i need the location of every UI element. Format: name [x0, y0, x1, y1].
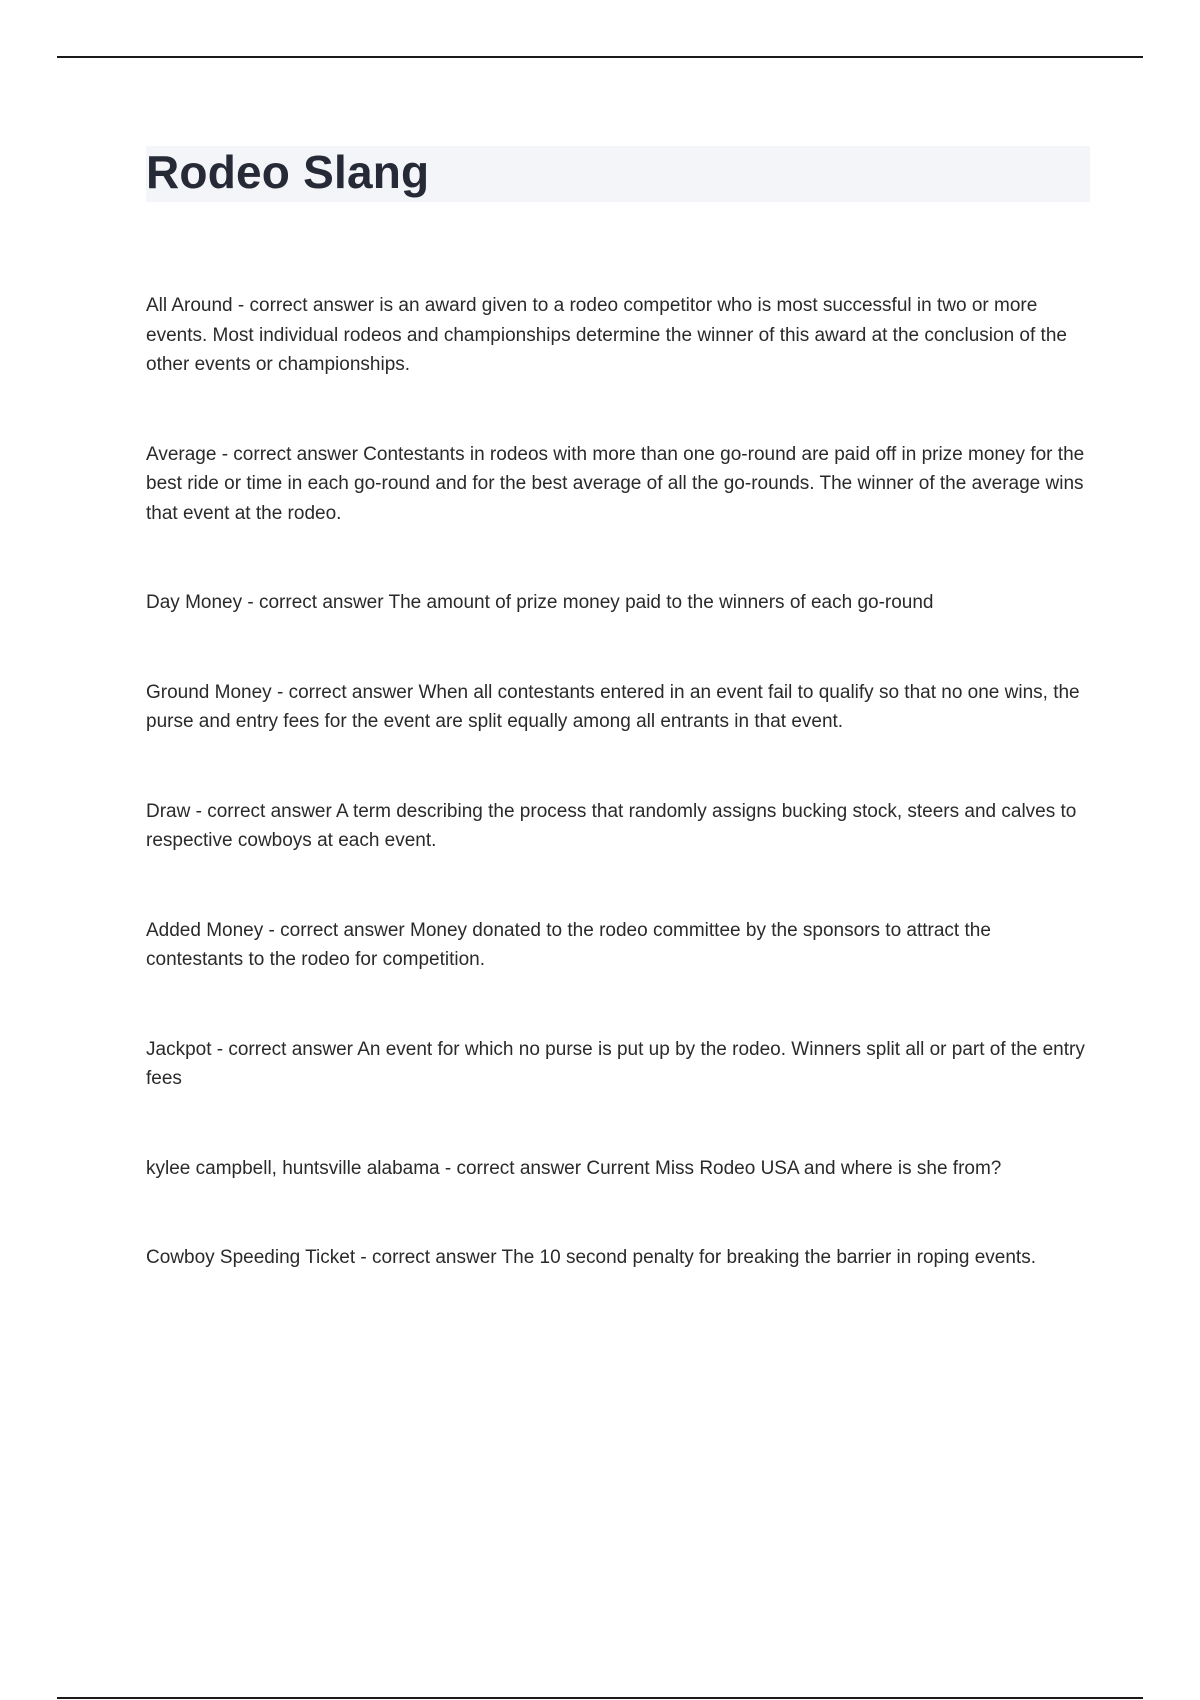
entry-day-money: Day Money - correct answer The amount of prize money paid to the winners of each go-round — [146, 592, 934, 613]
bottom-rule — [57, 1697, 1143, 1699]
entry-added-money: Added Money - correct answer Money donated to the rodeo committee by the sponsors to attract the contestants to the rodeo for competition. — [146, 919, 991, 970]
entry-cowboy-speeding-ticket: Cowboy Speeding Ticket - correct answer The 10 second penalty for breaking the barrier in roping events. — [146, 1247, 1036, 1268]
entry-average: Average - correct answer Contestants in rodeos with more than one go-round are paid off in prize money for the best ride or time in each go-round and for the best average of all the go-rounds. The winner of the average wins that event at the rodeo. — [146, 443, 1085, 524]
entry-ground-money: Ground Money - correct answer When all contestants entered in an event fail to qualify so that no one wins, the purse and entry fees for the event are split equally among all entrants in that event. — [146, 681, 1080, 732]
page-title: Rodeo Slang — [146, 146, 430, 198]
entry-miss-rodeo-usa: kylee campbell, huntsville alabama - correct answer Current Miss Rodeo USA and where is she from? — [146, 1157, 1002, 1179]
top-rule — [57, 56, 1143, 58]
entry-draw: Draw - correct answer A term describing the process that randomly assigns bucking stock, steers and calves to respective cowboys at each event. — [146, 800, 1077, 851]
entry-all-around: All Around - correct answer is an award given to a rodeo competitor who is most successful in two or more events. Most individual rodeos and championships determine the winner of this award at the conclusion of the other events or championships. — [146, 295, 1067, 375]
entry-jackpot: Jackpot - correct answer An event for which no purse is put up by the rodeo. Winners split all or part of the entry fees — [146, 1038, 1085, 1089]
entry-list — [146, 291, 1090, 1333]
